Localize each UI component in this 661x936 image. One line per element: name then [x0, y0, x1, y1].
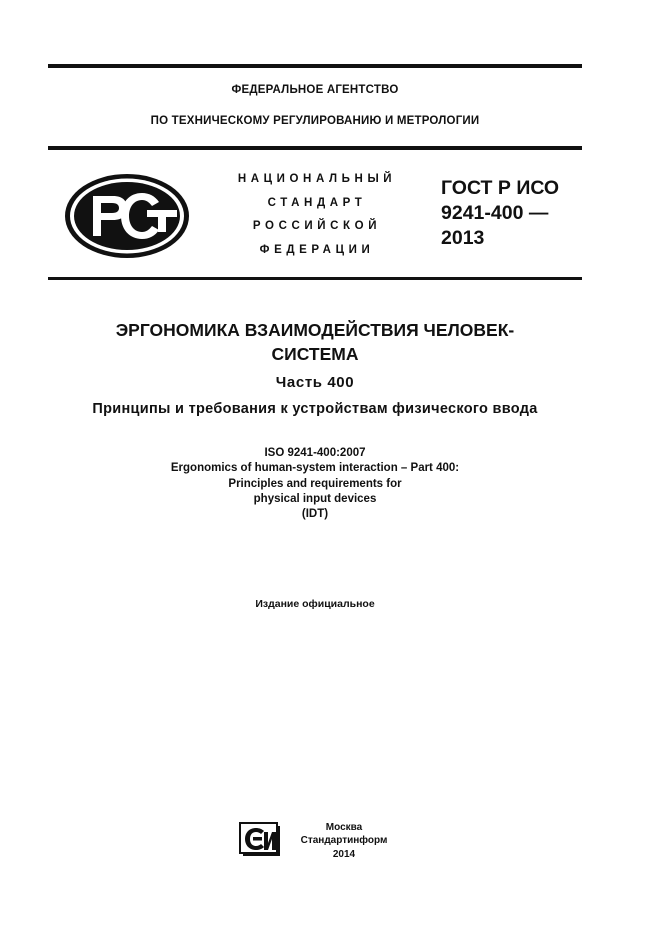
publisher-city: Москва — [325, 822, 363, 833]
title-line-2: СИСТЕМА — [271, 344, 359, 364]
publisher-info — [290, 821, 398, 861]
agency-name-line-2: ПО ТЕХНИЧЕСКОМУ РЕГУЛИРОВАНИЮ И МЕТРОЛОГИИ — [150, 115, 480, 127]
designation-line: ГОСТ Р ИСО — [441, 177, 560, 199]
document-title — [48, 318, 582, 366]
iso-line: (IDT) — [301, 508, 329, 521]
designation-line: 9241-400 — — [441, 202, 549, 224]
title-line-1: ЭРГОНОМИКА ВЗАИМОДЕЙСТВИЯ ЧЕЛОВЕК- — [115, 320, 515, 340]
category-line: ФЕДЕРАЦИИ — [259, 243, 375, 256]
header-rule — [48, 146, 582, 150]
part-number: Часть 400 — [275, 374, 355, 391]
iso-line: ISO 9241-400:2007 — [264, 447, 366, 459]
publisher-name: Стандартинформ — [300, 835, 388, 847]
standartinform-logo-icon — [239, 822, 282, 858]
gost-r-logo-icon — [63, 172, 191, 260]
category-line: НАЦИОНАЛЬНЫЙ — [237, 173, 397, 185]
standard-category — [214, 168, 420, 262]
block-rule — [48, 277, 582, 280]
publication-year: 2014 — [332, 848, 356, 860]
edition-label: Издание официальное — [255, 598, 375, 610]
document-subtitle: Принципы и требования к устройствам физического ввода — [92, 401, 538, 417]
iso-reference — [48, 446, 582, 522]
designation-line: 2013 — [441, 227, 485, 249]
iso-line: physical input devices — [253, 492, 377, 505]
standard-designation — [441, 176, 581, 251]
iso-line: Principles and requirements for — [228, 477, 402, 490]
top-rule — [48, 64, 582, 68]
category-line: РОССИЙСКОЙ — [252, 220, 382, 232]
category-line: СТАНДАРТ — [267, 196, 367, 209]
agency-name-line-1: ФЕДЕРАЛЬНОЕ АГЕНТСТВО — [231, 84, 399, 96]
iso-line: Ergonomics of human-system interaction – Part 400: — [170, 462, 460, 475]
